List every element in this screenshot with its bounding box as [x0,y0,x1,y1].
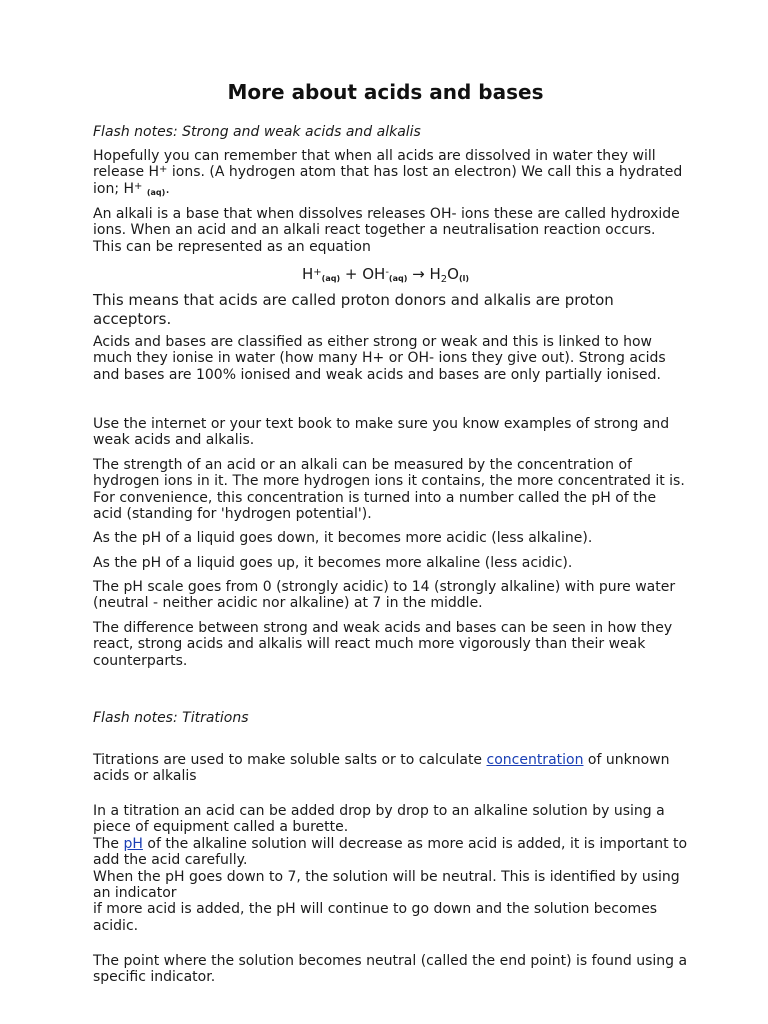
titration-line-1: In a titration an acid can be added drop by drop to an alkaline solution by using a piece of equipment called a burette. [93,803,665,836]
paragraph-end-point: The point where the solution becomes neutral (called the end point) is found using a specific indicator. [93,953,688,986]
paragraph-proton-donors: This means that acids are called proton donors and alkalis are proton acceptors. [93,291,614,328]
paragraph-hydrogen-ions: Hopefully you can remember that when all acids are dissolved in water they will release H+ ions. (A hydrogen atom that has lost an electron) We call this a hydrated ion; H+ $_{(aq)}$. [93,148,683,197]
section-heading-strong-weak: Flash notes: Strong and weak acids and alkalis [93,124,421,140]
paragraph-titration-process: In a titration an acid can be added drop by drop to an alkaline solution by using a piece of equipment called a burette. The pH of the alkaline solution will decrease as more acid is added, it is important to add the acid carefully. When the pH goes down to 7, the solution will be neutral. This is identified by using an indicator if more acid is added, the pH will continue to go down and the solution becomes acidic. [93,803,688,934]
paragraph-titrations-intro: Titrations are used to make soluble salts or to calculate concentration of unknown acids or alkalis [93,752,670,785]
paragraph-classification: Acids and bases are classified as either strong or weak and this is linked to how much they ionise in water (how many H+ or OH- ions they give out). Strong acids and bases are 100% ionised and weak acids and bases are only partially ionised. [93,334,666,383]
section-heading-titrations: Flash notes: Titrations [93,710,249,726]
paragraph-hydroxide-ions: An alkali is a base that when dissolves releases OH- ions these are called hydroxide ions. When an acid and an alkali react together a neutralisation reaction occurs. This can be represented as an equation [93,206,680,255]
page-title: More about acids and bases [227,80,544,104]
titration-line-4: if more acid is added, the pH will continue to go down and the solution becomes acidic. [93,901,658,934]
paragraph-ph-up: As the pH of a liquid goes up, it becomes more alkaline (less acidic). [93,555,573,571]
arrow-icon: → [407,265,430,283]
paragraph-strong-weak-difference: The difference between strong and weak acids and bases can be seen in how they react, strong acids and alkalis will react much more vigorously than their weak counterparts. [93,620,673,669]
paragraph-ph-down: As the pH of a liquid goes down, it becomes more acidic (less alkaline). [93,530,593,546]
paragraph-strength-ph: The strength of an acid or an alkali can be measured by the concentration of hydrogen ions in it. The more hydrogen ions it contains, the more concentrated it is. For convenience, this concentration is turned into a number called the pH of the acid (standing for 'hydrogen potential'). [93,457,685,523]
ph-link[interactable]: pH [123,835,143,852]
neutralisation-equation: $H^+_{(aq)} + OH^-_{(aq)} \to H_2O_{(l)}$ [302,265,469,285]
paragraph-research-tip: Use the internet or your text book to make sure you know examples of strong and weak acids and alkalis. [93,416,670,449]
concentration-link[interactable]: concentration [486,752,584,768]
titration-line-3: When the pH goes down to 7, the solution will be neutral. This is identified by using an indicator [93,868,680,902]
paragraph-ph-scale: The pH scale goes from 0 (strongly acidic) to 14 (strongly alkaline) with pure water (neutral - neither acidic nor alkaline) at 7 in the middle. [93,579,676,612]
